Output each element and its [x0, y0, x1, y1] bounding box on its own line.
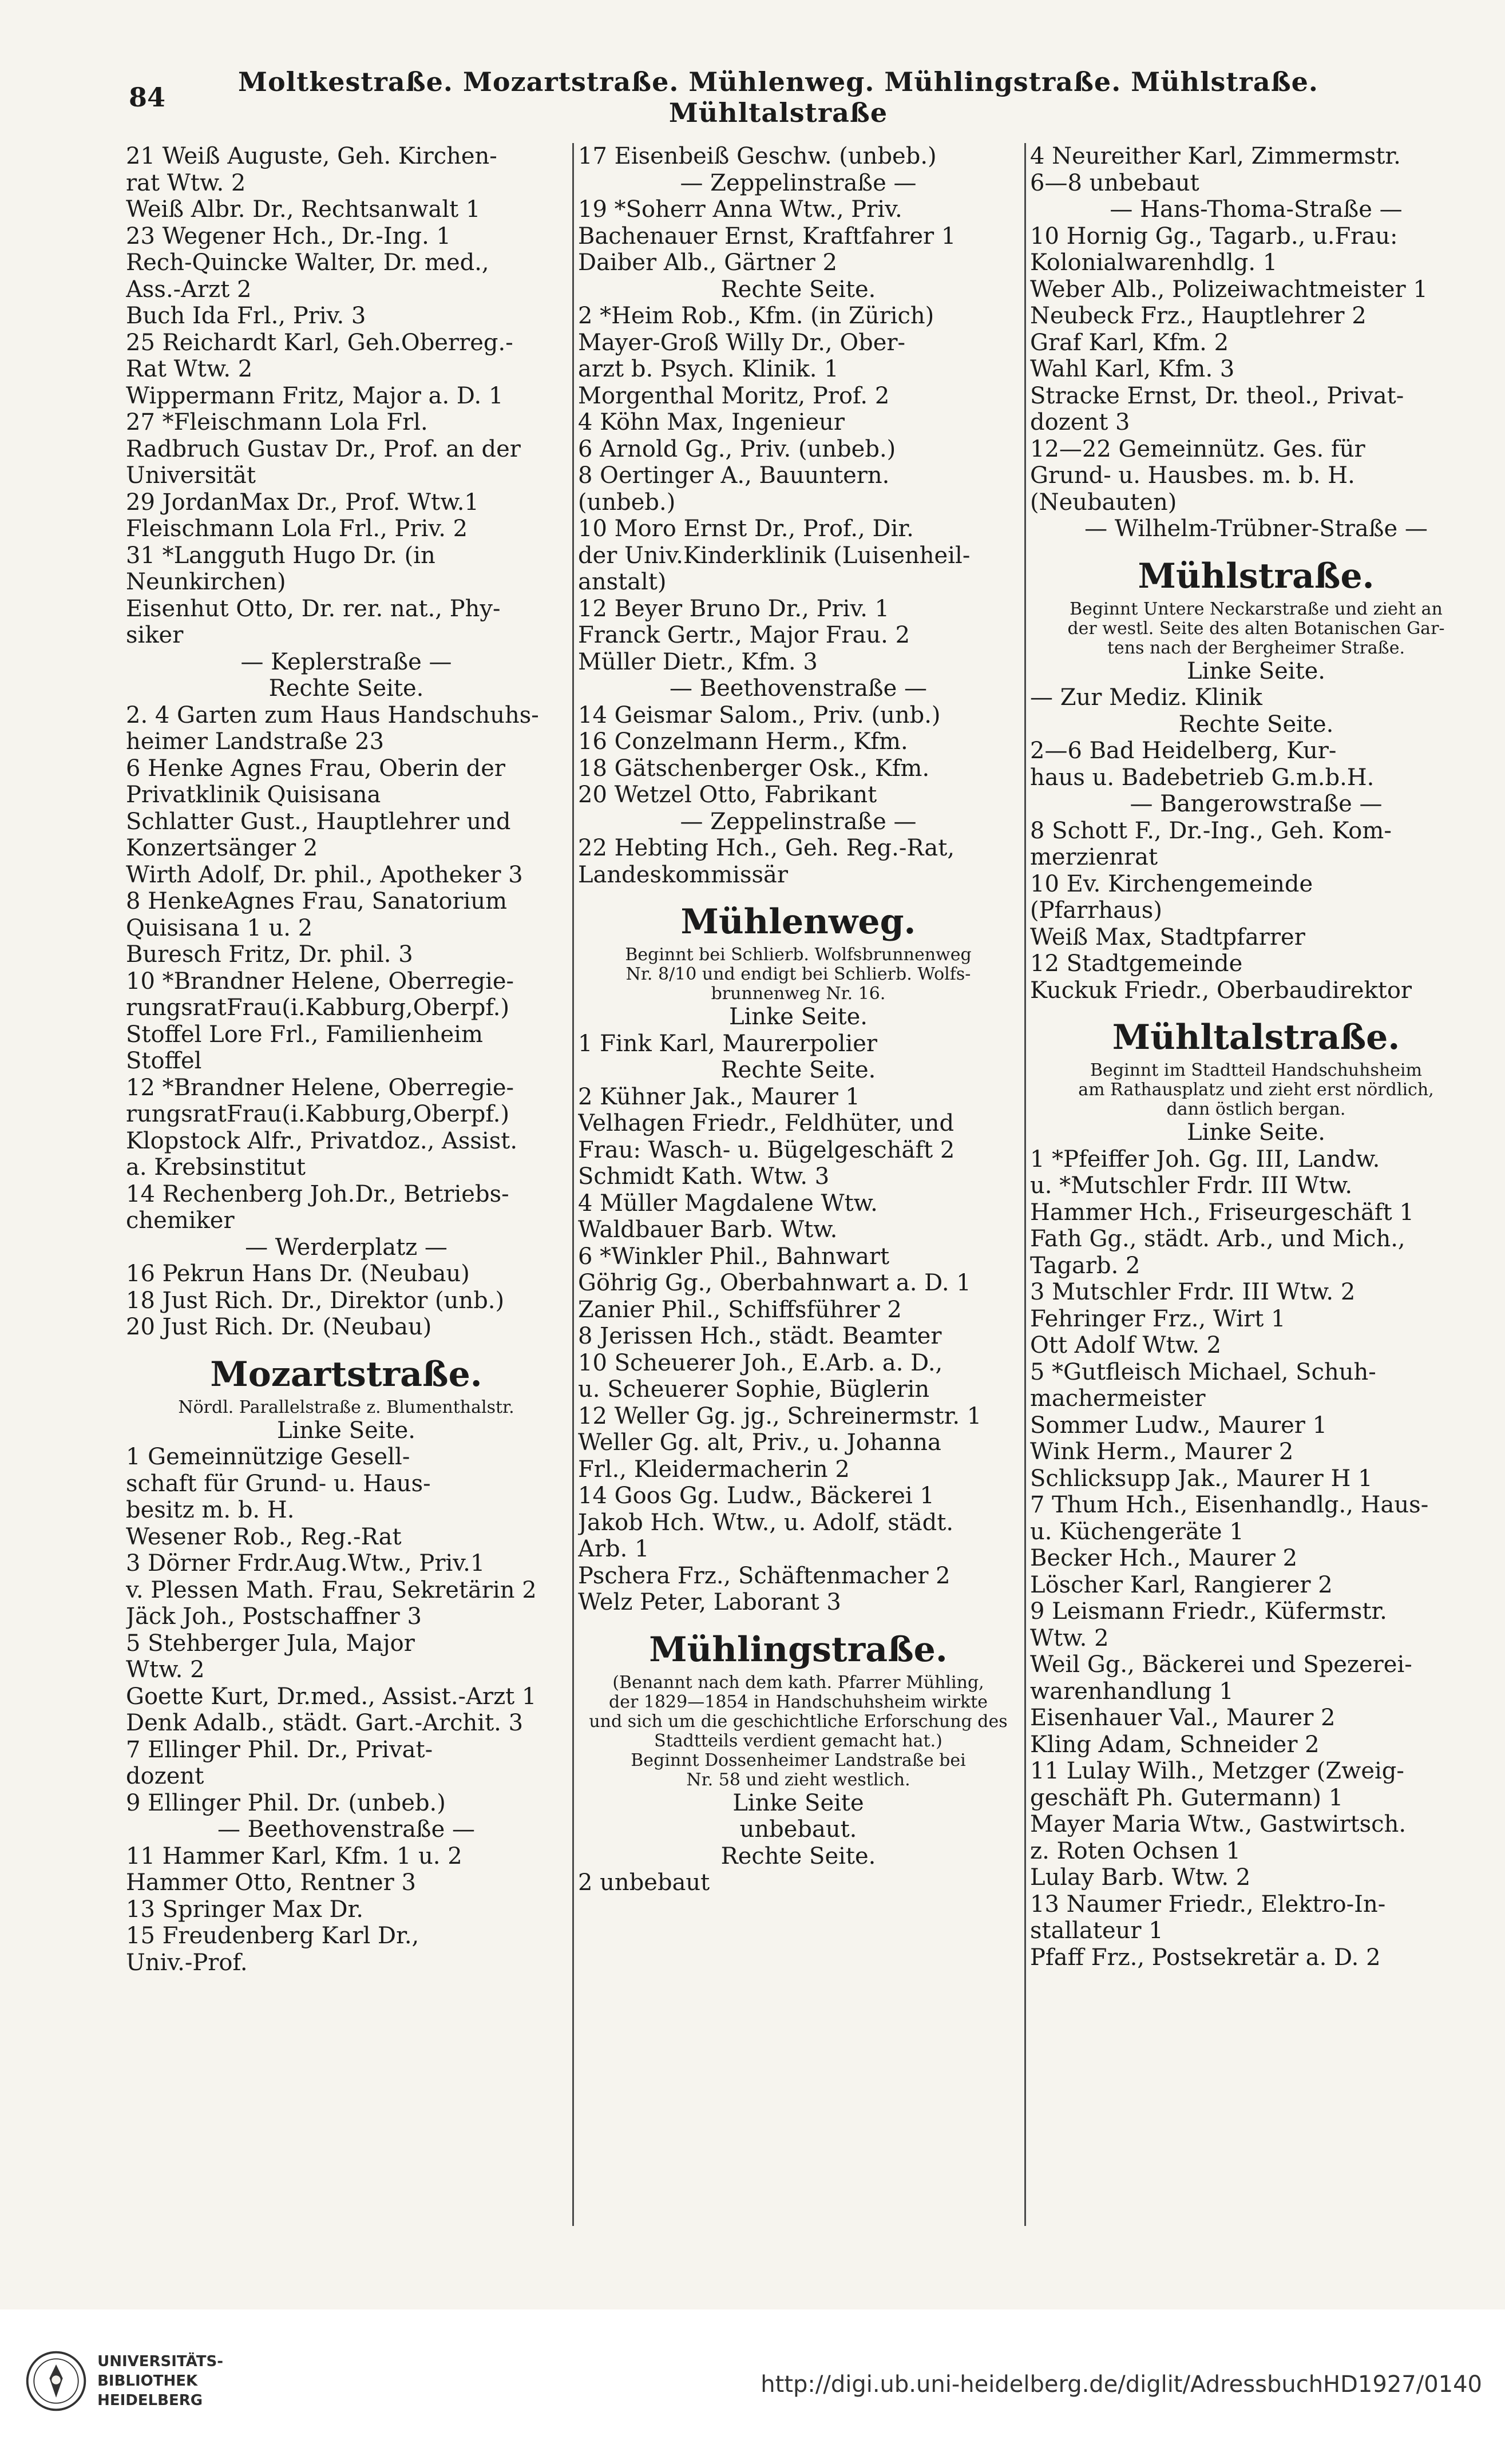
directory-entry: chemiker [126, 1207, 235, 1234]
section-label: unbebaut. [739, 1816, 857, 1843]
directory-entry: (unbeb.) [578, 489, 676, 516]
directory-entry: z. Roten Ochsen 1 [1030, 1837, 1241, 1864]
directory-entry: 3 Mutschler Frdr. III Wtw. 2 [1030, 1279, 1356, 1305]
directory-entry: Eisenhauer Val., Maurer 2 [1030, 1705, 1336, 1731]
section-label: Rechte Seite. [268, 675, 424, 702]
directory-entry: Tagarb. 2 [1030, 1252, 1140, 1279]
directory-entry: 12 Stadtgemeinde [1030, 950, 1243, 977]
section-label: Linke Seite. [728, 1004, 868, 1030]
directory-entry: Schmidt Kath. Wtw. 3 [578, 1163, 830, 1190]
directory-entry: Graf Karl, Kfm. 2 [1030, 329, 1229, 356]
directory-entry: 6 Arnold Gg., Priv. (unbeb.) [578, 435, 896, 462]
directory-entry: 14 Goos Gg. Ludw., Bäckerei 1 [578, 1483, 934, 1509]
directory-entry: 11 Hammer Karl, Kfm. 1 u. 2 [126, 1843, 462, 1869]
directory-entry: 10 Ev. Kirchengemeinde [1030, 870, 1313, 897]
street-description: und sich um die geschichtliche Erforschung des [589, 1712, 1008, 1732]
directory-entry: Buch Ida Frl., Priv. 3 [126, 303, 366, 329]
directory-entry: 14 Geismar Salom., Priv. (unb.) [578, 702, 941, 728]
directory-entry: 12 Beyer Bruno Dr., Priv. 1 [578, 595, 890, 622]
logo-line: UNIVERSITÄTS- [97, 2353, 223, 2370]
directory-entry: 6 *Winkler Phil., Bahnwart [578, 1243, 890, 1270]
directory-entry: Jakob Hch. Wtw., u. Adolf, städt. [578, 1509, 954, 1536]
directory-entry: Pfaff Frz., Postsekretär a. D. 2 [1030, 1944, 1381, 1971]
directory-entry: Neubeck Frz., Hauptlehrer 2 [1030, 303, 1367, 329]
directory-entry: Privatklinik Quisisana [126, 782, 381, 808]
directory-entry: Kuckuk Friedr., Oberbaudirektor [1030, 977, 1412, 1004]
section-label: Rechte Seite. [1178, 711, 1334, 738]
directory-entry: Grund- u. Hausbes. m. b. H. [1030, 462, 1355, 489]
directory-entry: 20 Wetzel Otto, Fabrikant [578, 782, 877, 808]
directory-entry: Rat Wtw. 2 [126, 356, 253, 382]
directory-entry: 5 *Gutfleisch Michael, Schuh- [1030, 1358, 1376, 1385]
street-description: Nr. 8/10 und endigt bei Schlierb. Wolfs- [625, 965, 971, 984]
section-label: — Bangerowstraße — [1130, 791, 1383, 817]
directory-entry: Landeskommissär [578, 861, 788, 888]
directory-entry: Hammer Hch., Friseurgeschäft 1 [1030, 1199, 1414, 1226]
directory-entry: 18 Gätschenberger Osk., Kfm. [578, 755, 930, 782]
column-1 [126, 143, 567, 2249]
directory-entry: 2 *Heim Rob., Kfm. (in Zürich) [578, 303, 934, 329]
directory-entry: 16 Conzelmann Herm., Kfm. [578, 728, 908, 755]
section-label: — Werderplatz — [245, 1234, 447, 1261]
street-heading: Mühlstraße. [1138, 556, 1375, 596]
section-label: Linke Seite [732, 1789, 864, 1816]
directory-entry: der Univ.Kinderklinik (Luisenheil- [578, 542, 971, 569]
directory-entry: Fleischmann Lola Frl., Priv. 2 [126, 516, 468, 542]
directory-entry: Schlatter Gust., Hauptlehrer und [126, 808, 511, 835]
directory-entry: 6 Henke Agnes Frau, Oberin der [126, 755, 506, 782]
directory-entry: 11 Lulay Wilh., Metzger (Zweig- [1030, 1758, 1404, 1784]
directory-entry: Goette Kurt, Dr.med., Assist.-Arzt 1 [126, 1683, 537, 1710]
directory-entry: 27 *Fleischmann Lola Frl. [126, 409, 428, 435]
directory-entry: 19 *Soherr Anna Wtw., Priv. [578, 196, 902, 223]
directory-entry: 10 Hornig Gg., Tagarb., u.Frau: [1030, 223, 1398, 249]
section-label: Linke Seite. [276, 1417, 416, 1444]
directory-entry: Denk Adalb., städt. Gart.-Archit. 3 [126, 1710, 524, 1736]
street-description: am Rathausplatz und zieht erst nördlich, [1078, 1080, 1434, 1100]
directory-entry: Müller Dietr., Kfm. 3 [578, 648, 818, 675]
directory-entry: 16 Pekrun Hans Dr. (Neubau) [126, 1261, 470, 1287]
directory-entry: 22 Hebting Hch., Geh. Reg.-Rat, [578, 835, 955, 861]
directory-entry: Daiber Alb., Gärtner 2 [578, 249, 837, 276]
directory-entry: anstalt) [578, 569, 667, 595]
page-number: 84 [129, 82, 166, 113]
directory-entry: 12—22 Gemeinnütz. Ges. für [1030, 435, 1365, 462]
directory-entry: 2—6 Bad Heidelberg, Kur- [1030, 738, 1337, 764]
directory-entry: 1 Gemeinnützige Gesell- [126, 1444, 410, 1470]
directory-entry: 10 Moro Ernst Dr., Prof., Dir. [578, 516, 914, 542]
directory-entry: Becker Hch., Maurer 2 [1030, 1545, 1298, 1571]
directory-entry: besitz m. b. H. [126, 1497, 295, 1523]
street-heading: Mühlenweg. [680, 902, 916, 942]
street-heading: Mozartstraße. [210, 1354, 482, 1395]
directory-entry: Quisisana 1 u. 2 [126, 914, 313, 941]
street-description: der 1829—1854 in Handschuhsheim wirkte [609, 1692, 988, 1712]
directory-entry: Zanier Phil., Schiffsführer 2 [578, 1296, 902, 1323]
column-divider [1024, 143, 1026, 2226]
directory-entry: 29 JordanMax Dr., Prof. Wtw.1 [126, 489, 479, 516]
directory-entry: 10 *Brandner Helene, Oberregie- [126, 968, 514, 995]
directory-entry: 12 *Brandner Helene, Oberregie- [126, 1074, 514, 1101]
directory-entry: machermeister [1030, 1385, 1206, 1412]
directory-entry: 20 Just Rich. Dr. (Neubau) [126, 1314, 432, 1340]
directory-entry: Wtw. 2 [1030, 1625, 1109, 1651]
directory-entry: Velhagen Friedr., Feldhüter, und [578, 1110, 955, 1136]
directory-entry: dozent 3 [1030, 409, 1130, 435]
directory-entry: 13 Naumer Friedr., Elektro-In- [1030, 1891, 1386, 1918]
directory-entry: 9 Ellinger Phil. Dr. (unbeb.) [126, 1789, 446, 1816]
directory-entry: 12 Weller Gg. jg., Schreinermstr. 1 [578, 1403, 982, 1429]
directory-entry: Konzertsänger 2 [126, 835, 318, 861]
directory-entry: Pschera Frz., Schäftenmacher 2 [578, 1562, 950, 1589]
directory-entry: warenhandlung 1 [1030, 1678, 1234, 1705]
section-label: Rechte Seite. [720, 1843, 876, 1869]
directory-entry: Stoffel Lore Frl., Familienheim [126, 1021, 483, 1048]
section-label: Linke Seite. [1186, 1119, 1326, 1146]
directory-entry: stallateur 1 [1030, 1918, 1163, 1944]
directory-entry: Sommer Ludw., Maurer 1 [1030, 1412, 1328, 1439]
directory-entry: u. Küchengeräte 1 [1030, 1518, 1244, 1545]
directory-entry: Weber Alb., Polizeiwachtmeister 1 [1030, 276, 1428, 303]
directory-entry: Wink Herm., Maurer 2 [1030, 1439, 1294, 1465]
section-label: Linke Seite. [1186, 657, 1326, 684]
directory-entry: 3 Dörner Frdr.Aug.Wtw., Priv.1 [126, 1550, 485, 1576]
directory-entry: Ott Adolf Wtw. 2 [1030, 1332, 1222, 1358]
directory-entry: Stracke Ernst, Dr. theol., Privat- [1030, 382, 1404, 409]
directory-entry: 2 Kühner Jak., Maurer 1 [578, 1083, 860, 1110]
directory-entry: 8 HenkeAgnes Frau, Sanatorium [126, 888, 508, 914]
directory-entry: merzienrat [1030, 844, 1158, 870]
directory-entry: v. Plessen Math. Frau, Sekretärin 2 [126, 1576, 537, 1603]
directory-entry: u. Scheuerer Sophie, Büglerin [578, 1376, 930, 1403]
street-description: Beginnt Untere Neckarstraße und zieht an [1070, 599, 1443, 619]
directory-entry: Rech-Quincke Walter, Dr. med., [126, 249, 489, 276]
directory-entry: Hammer Otto, Rentner 3 [126, 1869, 416, 1896]
page-header [129, 66, 1365, 128]
street-description: Beginnt Dossenheimer Landstraße bei [631, 1750, 966, 1770]
directory-entry: Frau: Wasch- u. Bügelgeschäft 2 [578, 1136, 955, 1163]
directory-entry: Schlicksupp Jak., Maurer H 1 [1030, 1465, 1373, 1492]
directory-entry: schaft für Grund- u. Haus- [126, 1470, 431, 1497]
street-description: brunnenweg Nr. 16. [711, 984, 886, 1004]
section-label: — Keplerstraße — [240, 648, 452, 675]
directory-entry: Wippermann Fritz, Major a. D. 1 [126, 382, 504, 409]
directory-entry: Universität [126, 462, 256, 489]
directory-entry: 18 Just Rich. Dr., Direktor (unb.) [126, 1287, 505, 1314]
directory-entry: Jäck Joh., Postschaffner 3 [126, 1603, 422, 1630]
section-label: Rechte Seite. [720, 276, 876, 303]
directory-entry: 1 *Pfeiffer Joh. Gg. III, Landw. [1030, 1146, 1380, 1172]
directory-entry: 6—8 unbebaut [1030, 169, 1199, 196]
directory-entry: 23 Wegener Hch., Dr.-Ing. 1 [126, 223, 451, 249]
directory-entry: Weiß Max, Stadtpfarrer [1030, 924, 1305, 950]
directory-entry: Neunkirchen) [126, 569, 286, 595]
street-heading: Mühlingstraße. [649, 1629, 948, 1670]
directory-entry: 4 Müller Magdalene Wtw. [578, 1190, 878, 1217]
directory-entry: 8 Jerissen Hch., städt. Beamter [578, 1323, 942, 1349]
directory-entry: arzt b. Psych. Klinik. 1 [578, 356, 839, 382]
directory-entry: Waldbauer Barb. Wtw. [578, 1217, 838, 1243]
directory-entry: geschäft Ph. Gutermann) 1 [1030, 1784, 1344, 1811]
directory-entry: Eisenhut Otto, Dr. rer. nat., Phy- [126, 595, 501, 622]
section-label: — Zeppelinstraße — [680, 808, 917, 835]
street-description: tens nach der Bergheimer Straße. [1107, 638, 1405, 658]
directory-entry: Kolonialwarenhdlg. 1 [1030, 249, 1278, 276]
section-label: — Wilhelm-Trübner-Straße — [1084, 516, 1428, 542]
directory-entry: Kling Adam, Schneider 2 [1030, 1731, 1320, 1758]
directory-entry: 4 Neureither Karl, Zimmermstr. [1030, 143, 1401, 169]
directory-entry: 2 unbebaut [578, 1869, 710, 1896]
directory-entry: haus u. Badebetrieb G.m.b.H. [1030, 764, 1375, 791]
directory-entry: 10 Scheuerer Joh., E.Arb. a. D., [578, 1349, 943, 1376]
directory-entry: Arb. 1 [578, 1536, 649, 1562]
directory-entry: Frl., Kleidermacherin 2 [578, 1456, 850, 1483]
street-heading: Mühltalstraße. [1112, 1017, 1400, 1057]
street-description: Nr. 58 und zieht westlich. [686, 1770, 910, 1790]
directory-entry: 4 Köhn Max, Ingenieur [578, 409, 845, 435]
directory-entry: siker [126, 622, 184, 648]
footer [0, 2309, 1505, 2464]
directory-entry: rat Wtw. 2 [126, 169, 246, 196]
directory-entry: 13 Springer Max Dr. [126, 1896, 363, 1923]
directory-entry: 31 *Langguth Hugo Dr. (in [126, 542, 435, 569]
directory-entry: a. Krebsinstitut [126, 1154, 306, 1180]
street-description: Beginnt bei Schlierb. Wolfsbrunnenweg [625, 945, 972, 965]
directory-entry: 5 Stehberger Jula, Major [126, 1630, 415, 1657]
directory-entry: Stoffel [126, 1048, 202, 1074]
street-description: Beginnt im Stadtteil Handschuhsheim [1090, 1061, 1422, 1080]
section-label: Rechte Seite. [720, 1057, 876, 1083]
directory-entry: 8 Schott F., Dr.-Ing., Geh. Kom- [1030, 817, 1392, 844]
directory-entry: Weil Gg., Bäckerei und Spezerei- [1030, 1651, 1412, 1678]
logo-line: BIBLIOTHEK [97, 2372, 198, 2390]
directory-entry: Weller Gg. alt, Priv., u. Johanna [578, 1429, 941, 1456]
directory-entry: Löscher Karl, Rangierer 2 [1030, 1571, 1333, 1598]
street-description: (Benannt nach dem kath. Pfarrer Mühling, [612, 1673, 984, 1693]
directory-entry: (Neubauten) [1030, 489, 1177, 516]
directory-entry: Lulay Barb. Wtw. 2 [1030, 1864, 1251, 1891]
directory-entry: dozent [126, 1763, 204, 1789]
street-description: der westl. Seite des alten Botanischen Gar- [1067, 619, 1445, 639]
directory-entry: 14 Rechenberg Joh.Dr., Betriebs- [126, 1180, 509, 1207]
column-3 [1030, 143, 1482, 2249]
directory-entry: Wahl Karl, Kfm. 3 [1030, 356, 1235, 382]
directory-entry: 8 Oertinger A., Bauuntern. [578, 462, 890, 489]
directory-entry: Klopstock Alfr., Privatdoz., Assist. [126, 1127, 518, 1154]
directory-entry: Mayer Maria Wtw., Gastwirtsch. [1030, 1811, 1407, 1837]
university-seal-icon [23, 2347, 89, 2415]
directory-entry: 15 Freudenberg Karl Dr., [126, 1923, 419, 1949]
section-label: — Zeppelinstraße — [680, 169, 917, 196]
directory-entry: (Pfarrhaus) [1030, 897, 1162, 924]
directory-entry: Univ.-Prof. [126, 1949, 248, 1976]
directory-entry: 25 Reichardt Karl, Geh.Oberreg.- [126, 329, 513, 356]
column-2 [578, 143, 1019, 2249]
directory-entry: 1 Fink Karl, Maurerpolier [578, 1030, 878, 1057]
section-label: — Hans-Thoma-Straße — [1110, 196, 1403, 223]
directory-entry: 9 Leismann Friedr., Küfermstr. [1030, 1598, 1387, 1625]
street-description: Stadtteils verdient gemacht hat.) [654, 1731, 942, 1751]
directory-entry: Ass.-Arzt 2 [126, 276, 252, 303]
directory-entry: Radbruch Gustav Dr., Prof. an der [126, 435, 521, 462]
directory-entry: Fehringer Frz., Wirt 1 [1030, 1305, 1286, 1332]
logo-line: HEIDELBERG [97, 2392, 203, 2409]
directory-entry: Buresch Fritz, Dr. phil. 3 [126, 941, 413, 968]
directory-entry: rungsratFrau(i.Kabburg,Oberpf.) [126, 1101, 510, 1127]
section-label: — Beethovenstraße — [217, 1816, 476, 1843]
directory-entry: Bachenauer Ernst, Kraftfahrer 1 [578, 223, 956, 249]
section-label: — Beethovenstraße — [669, 675, 928, 702]
column-divider [572, 143, 574, 2226]
directory-entry: 2. 4 Garten zum Haus Handschuhs- [126, 702, 539, 728]
directory-entry: — Zur Mediz. Klinik [1030, 684, 1262, 711]
directory-entry: Welz Peter, Laborant 3 [578, 1589, 841, 1615]
directory-entry: 17 Eisenbeiß Geschw. (unbeb.) [578, 143, 937, 169]
directory-entry: 7 Ellinger Phil. Dr., Privat- [126, 1736, 433, 1763]
directory-entry: Weiß Albr. Dr., Rechtsanwalt 1 [126, 196, 481, 223]
source-url-link[interactable]: http://digi.ub.uni-heidelberg.de/diglit/AdressbuchHD1927/0140 [761, 2371, 1482, 2398]
directory-entry: 21 Weiß Auguste, Geh. Kirchen- [126, 143, 497, 169]
directory-entry: Wesener Rob., Reg.-Rat [126, 1523, 402, 1550]
directory-entry: rungsratFrau(i.Kabburg,Oberpf.) [126, 995, 510, 1021]
library-logo [23, 2332, 223, 2430]
directory-entry: Fath Gg., städt. Arb., und Mich., [1030, 1226, 1405, 1252]
directory-entry: 7 Thum Hch., Eisenhandlg., Haus- [1030, 1492, 1429, 1518]
street-description: dann östlich bergan. [1166, 1100, 1346, 1119]
directory-entry: Mayer-Groß Willy Dr., Ober- [578, 329, 906, 356]
directory-entry: u. *Mutschler Frdr. III Wtw. [1030, 1172, 1353, 1199]
directory-entry: Morgenthal Moritz, Prof. 2 [578, 382, 890, 409]
directory-entry: Wtw. 2 [126, 1657, 205, 1683]
directory-entry: Göhrig Gg., Oberbahnwart a. D. 1 [578, 1270, 971, 1296]
street-description: Nördl. Parallelstraße z. Blumenthalstr. [178, 1397, 514, 1417]
directory-entry: Franck Gertr., Major Frau. 2 [578, 622, 910, 648]
page-title: Moltkestraße. Mozartstraße. Mühlenweg. Mühlingstraße. Mühlstraße. Mühltalstraße [238, 66, 1318, 128]
directory-entry: Wirth Adolf, Dr. phil., Apotheker 3 [126, 861, 523, 888]
directory-entry: heimer Landstraße 23 [126, 728, 385, 755]
